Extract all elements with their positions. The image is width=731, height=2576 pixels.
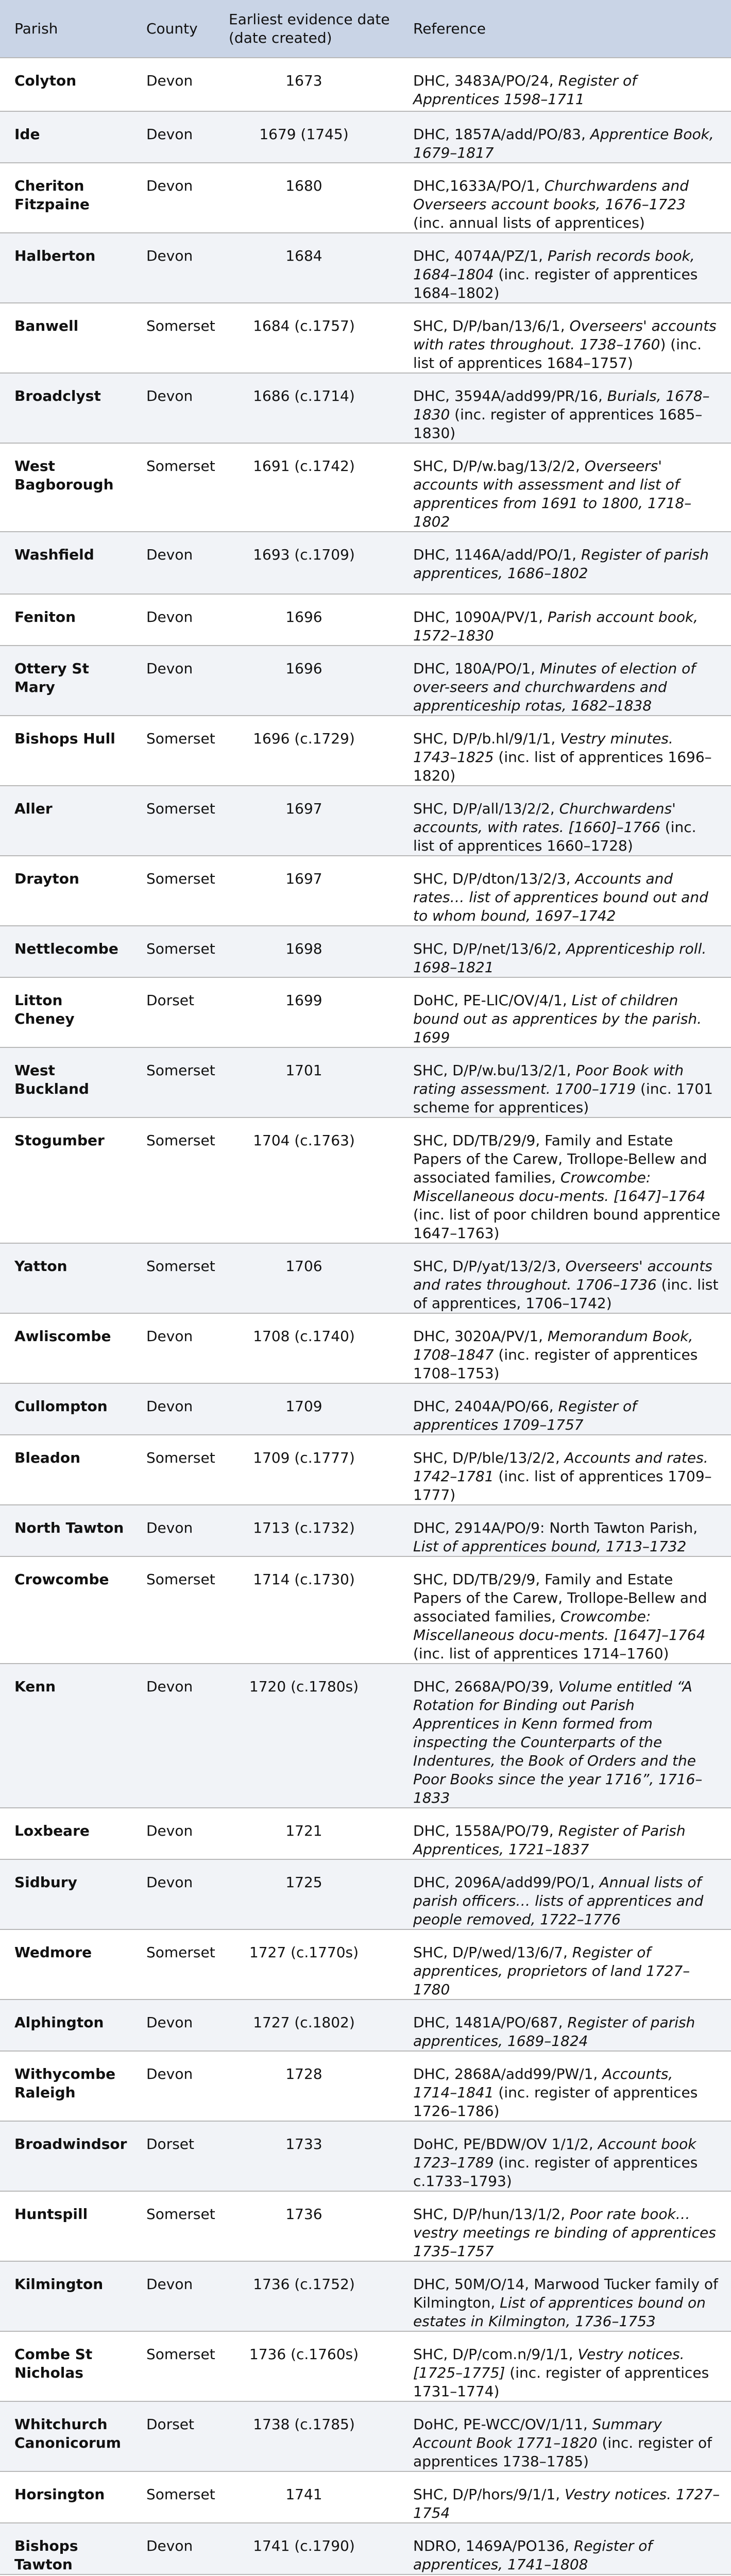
reference-title: List of children bound out as apprentices by the parish. 1699 [413, 992, 702, 1046]
table-row [0, 1664, 731, 1808]
parish-cell: Awliscombe [0, 1313, 132, 1383]
table-row [0, 1313, 731, 1383]
date-cell: 1727 (c.1802) [214, 1999, 399, 2051]
table-row [0, 373, 731, 443]
reference-text: (inc. list of apprentices 1714–1760) [413, 1645, 669, 1662]
reference-text: DoHC, PE-LIC/OV/4/1, [413, 992, 572, 1009]
parish-cell: Bishops Hull [0, 716, 132, 786]
table-row [0, 2471, 731, 2523]
reference-text: SHC, DD/TB/29/9, Family and Estate Papers of the Carew, Trollope-Bellew and associated families, [413, 1132, 707, 1186]
reference-title: Crowcombe: Miscellaneous docu-ments. [1647]–1764 [413, 1608, 706, 1643]
parish-cell: Broadwindsor [0, 2121, 132, 2191]
county-cell: Devon [132, 373, 214, 443]
county-cell: Devon [132, 58, 214, 111]
reference-text: (inc. register of apprentices 1708–1753) [413, 1346, 698, 1382]
county-cell: Somerset [132, 1929, 214, 1999]
county-cell: Somerset [132, 2331, 214, 2401]
reference-text: DHC, 3483A/PO/24, [413, 72, 558, 89]
table-row [0, 303, 731, 373]
header-date: Earliest evidence date (date created) [229, 10, 390, 46]
date-cell: 1696 [214, 646, 399, 716]
county-cell: Devon [132, 2051, 214, 2121]
parish-cell: North Tawton [0, 1505, 132, 1556]
date-cell: 1709 (c.1777) [214, 1435, 399, 1505]
county-cell: Somerset [132, 2471, 214, 2523]
date-cell: 1720 (c.1780s) [214, 1664, 399, 1808]
reference-cell [399, 58, 731, 111]
table-row [0, 1243, 731, 1313]
reference-cell [399, 1435, 731, 1505]
header-parish: Parish [14, 20, 58, 37]
reference-title: Poor rate book… vestry meetings re binding of apprentices 1735–1757 [413, 2206, 716, 2260]
reference-cell [399, 303, 731, 373]
reference-cell [399, 1859, 731, 1929]
table-row [0, 1117, 731, 1243]
reference-title: Accounts and rates… list of apprentices bound out and to whom bound, 1697–1742 [413, 870, 708, 924]
county-cell: Somerset [132, 1117, 214, 1243]
reference-cell [399, 1999, 731, 2051]
header-row [0, 0, 731, 58]
reference-text: SHC, D/P/b.hl/9/1/1, [413, 730, 560, 747]
reference-text: DHC, 2404A/PO/66, [413, 1398, 558, 1415]
reference-cell [399, 373, 731, 443]
reference-cell [399, 594, 731, 646]
reference-title: Summary Account Book 1771–1820 [413, 2416, 662, 2451]
date-cell: 1741 (c.1790) [214, 2523, 399, 2574]
reference-title: Vestry notices. [1725–1775] [413, 2346, 685, 2381]
county-cell: Somerset [132, 1047, 214, 1117]
parish-cell [0, 2574, 132, 2576]
date-cell: 1697 [214, 786, 399, 856]
parish-cell: Ottery St Mary [0, 646, 132, 716]
county-cell: Devon [132, 1383, 214, 1435]
reference-cell [399, 1243, 731, 1313]
reference-cell [399, 1505, 731, 1556]
parish-cell: Withycombe Raleigh [0, 2051, 132, 2121]
reference-text: (inc. register of apprentices 1731–1774) [413, 2364, 709, 2400]
reference-text: (inc. register of apprentices c.1733–1793) [413, 2154, 698, 2190]
date-cell: 1714 (c.1730) [214, 1556, 399, 1664]
parish-cell: Halberton [0, 233, 132, 303]
date-cell: 1696 [214, 594, 399, 646]
reference-text: SHC, D/P/wed/13/6/7, [413, 1944, 572, 1961]
reference-text: DHC, 4074A/PZ/1, [413, 247, 548, 264]
reference-cell [399, 2331, 731, 2401]
county-cell: Somerset [132, 716, 214, 786]
reference-text: (inc. register of apprentices 1726–1786) [413, 2084, 698, 2120]
reference-title: Register of apprentices 1709–1757 [413, 1398, 637, 1433]
date-cell: 1713 (c.1732) [214, 1505, 399, 1556]
reference-cell [399, 1117, 731, 1243]
table-row [0, 111, 731, 163]
reference-text: DHC, 3020A/PV/1, [413, 1328, 548, 1345]
parish-cell: Broadclyst [0, 373, 132, 443]
parish-cell: Feniton [0, 594, 132, 646]
reference-text: DHC, 180A/PO/1, [413, 660, 540, 677]
header-reference: Reference [413, 20, 486, 37]
reference-title: Vestry notices. 1727–1754 [413, 2486, 720, 2521]
table-row [0, 1556, 731, 1664]
county-cell: Somerset [132, 303, 214, 373]
reference-text: DHC, 2668A/PO/39, [413, 1678, 558, 1695]
table-row [0, 646, 731, 716]
parish-cell: Loxbeare [0, 1808, 132, 1859]
date-cell: 1696 (c.1729) [214, 716, 399, 786]
county-cell: Dorset [132, 977, 214, 1047]
date-cell: 1736 [214, 2191, 399, 2261]
reference-text: DHC, 50M/O/14, Marwood Tucker family of Kilmington, [413, 2276, 718, 2311]
parish-cell: Banwell [0, 303, 132, 373]
date-cell: 1721 [214, 1808, 399, 1859]
reference-title: Register of parish apprentices, 1686–1802 [413, 546, 709, 582]
table-body [0, 58, 731, 2576]
reference-text: SHC, D/P/all/13/2/2, [413, 800, 559, 817]
reference-text: DHC, 1481A/PO/687, [413, 2014, 568, 2031]
reference-title: Churchwardens' accounts, with rates. [1660]–1766 [413, 800, 676, 836]
reference-text: SHC, D/P/dton/13/2/3, [413, 870, 575, 887]
table-row [0, 1435, 731, 1505]
reference-text: DHC, 1146A/add/PO/1, [413, 546, 581, 563]
parish-cell: Cullompton [0, 1383, 132, 1435]
reference-text: (inc. register of apprentices 1684–1802) [413, 266, 698, 301]
parish-cell: Nettlecombe [0, 926, 132, 977]
reference-text: DHC, 2096A/add99/PO/1, [413, 1874, 600, 1891]
county-cell: Dorset [132, 2121, 214, 2191]
reference-text: DHC, 3594A/add99/PR/16, [413, 387, 607, 404]
date-cell: 1684 (c.1757) [214, 303, 399, 373]
county-cell: Devon [132, 1664, 214, 1808]
reference-title: Overseers' accounts with assessment and list of apprentices from 1691 to 1800, 1718–1802 [413, 457, 692, 530]
reference-title: Register of apprentices, 1741–1808 [413, 2537, 653, 2573]
reference-text: DHC,1633A/PO/1, [413, 177, 545, 194]
date-cell: 1738 (c.1785) [214, 2401, 399, 2471]
county-cell: Somerset [132, 1556, 214, 1664]
table-row [0, 1859, 731, 1929]
reference-text: SHC, D/P/ble/13/2/2, [413, 1449, 565, 1466]
parish-cell: Wedmore [0, 1929, 132, 1999]
reference-text: (inc. register of apprentices 1738–1785) [413, 2434, 712, 2470]
reference-text: (inc. list of apprentices, 1706–1742) [413, 1276, 719, 1312]
reference-title: Accounts, 1714–1841 [413, 2065, 673, 2101]
parish-cell: Washfield [0, 532, 132, 594]
reference-title: Apprentice Book, 1679–1817 [413, 126, 714, 161]
reference-text: (inc. annual lists of apprentices) [413, 214, 645, 231]
parish-cell: Drayton [0, 856, 132, 926]
date-cell: 1691 (c.1742) [214, 443, 399, 532]
parish-cell: Bishops Tawton [0, 2523, 132, 2574]
parish-cell: Aller [0, 786, 132, 856]
date-cell: 1680 [214, 163, 399, 233]
parish-cell: Huntspill [0, 2191, 132, 2261]
date-cell: 1733 [214, 2121, 399, 2191]
county-cell [132, 2574, 214, 2576]
date-cell: 1697 [214, 856, 399, 926]
county-cell: Devon [132, 594, 214, 646]
date-cell: 1728 [214, 2051, 399, 2121]
reference-text: DHC, 1857A/add/PO/83, [413, 126, 590, 143]
table-row [0, 532, 731, 594]
reference-text: SHC, D/P/com.n/9/1/1, [413, 2346, 578, 2363]
county-cell: Somerset [132, 443, 214, 532]
date-cell: 1684 [214, 233, 399, 303]
date-cell: 1698 [214, 926, 399, 977]
reference-title: List of apprentices bound, 1713–1732 [413, 1538, 687, 1555]
date-cell: 1673 [214, 58, 399, 111]
table-row [0, 926, 731, 977]
reference-title: Parish account book, 1572–1830 [413, 608, 699, 644]
reference-title: Churchwardens and Overseers account books, 1676–1723 [413, 177, 689, 213]
reference-cell [399, 1047, 731, 1117]
reference-cell [399, 1808, 731, 1859]
reference-text: (inc. list of apprentices 1696–1820) [413, 749, 712, 784]
header-county: County [146, 20, 198, 37]
date-cell: 1704 (c.1763) [214, 1117, 399, 1243]
reference-cell [399, 163, 731, 233]
reference-cell [399, 1664, 731, 1808]
parish-cell: Sidbury [0, 1859, 132, 1929]
reference-text: SHC, D/P/hun/13/1/2, [413, 2206, 570, 2223]
table-row [0, 1999, 731, 2051]
reference-cell [399, 532, 731, 594]
county-cell: Somerset [132, 926, 214, 977]
reference-title: Account book 1723–1789 [413, 2136, 696, 2171]
table-row [0, 2121, 731, 2191]
table-row [0, 2051, 731, 2121]
reference-title: Poor Book with rating assessment. 1700–1719 [413, 1062, 684, 1097]
date-cell [214, 2574, 399, 2576]
date-cell: 1709 [214, 1383, 399, 1435]
table-row [0, 716, 731, 786]
county-cell: Devon [132, 111, 214, 163]
reference-cell [399, 2261, 731, 2331]
table-row [0, 2574, 731, 2576]
table-row [0, 163, 731, 233]
county-cell: Devon [132, 1859, 214, 1929]
reference-title: Burials, 1678–1830 [413, 387, 710, 423]
reference-title: Accounts and rates. 1742–1781 [413, 1449, 708, 1485]
parish-cell: Ide [0, 111, 132, 163]
table-row [0, 2401, 731, 2471]
table-row [0, 2331, 731, 2401]
parish-cell: Whitchurch Canonicorum [0, 2401, 132, 2471]
parish-cell: Litton Cheney [0, 977, 132, 1047]
table-row [0, 2191, 731, 2261]
parish-cell: Horsington [0, 2471, 132, 2523]
reference-title: Register of parish apprentices, 1689–1824 [413, 2014, 695, 2049]
county-cell: Devon [132, 1505, 214, 1556]
reference-text: DHC, 2914A/PO/9: North Tawton Parish, [413, 1519, 698, 1536]
county-cell: Somerset [132, 1435, 214, 1505]
reference-cell [399, 111, 731, 163]
reference-text: (inc. list of poor children bound apprentice 1647–1763) [413, 1206, 721, 1242]
date-cell: 1686 (c.1714) [214, 373, 399, 443]
reference-title: Memorandum Book, 1708–1847 [413, 1328, 693, 1363]
table-row [0, 786, 731, 856]
reference-title: Minutes of election of over-seers and churchwardens and apprenticeship rotas, 1682–1838 [413, 660, 696, 714]
county-cell: Devon [132, 2523, 214, 2574]
date-cell: 1736 (c.1760s) [214, 2331, 399, 2401]
reference-cell [399, 1929, 731, 1999]
parish-cell: Yatton [0, 1243, 132, 1313]
date-cell: 1727 (c.1770s) [214, 1929, 399, 1999]
county-cell: Devon [132, 1313, 214, 1383]
date-cell: 1741 [214, 2471, 399, 2523]
reference-text: SHC, D/P/w.bu/13/2/1, [413, 1062, 576, 1079]
reference-cell [399, 443, 731, 532]
reference-cell [399, 2523, 731, 2574]
table-row [0, 443, 731, 532]
reference-cell [399, 977, 731, 1047]
county-cell: Devon [132, 1999, 214, 2051]
date-cell: 1693 (c.1709) [214, 532, 399, 594]
county-cell: Devon [132, 1808, 214, 1859]
parish-cell: West Bagborough [0, 443, 132, 532]
parish-cell: West Buckland [0, 1047, 132, 1117]
reference-text: DoHC, PE-WCC/OV/1/11, [413, 2416, 592, 2433]
reference-cell [399, 2401, 731, 2471]
parish-cell: Kenn [0, 1664, 132, 1808]
reference-title: Volume entitled “A Rotation for Binding out Parish Apprentices in Kenn formed from inspecting the Counterparts of the Indentures, the Book of Orders and the Poor Books since the year 1716”, 1716–1833 [413, 1678, 703, 1806]
table-row [0, 2261, 731, 2331]
reference-text: SHC, D/P/ban/13/6/1, [413, 317, 570, 334]
reference-cell [399, 646, 731, 716]
county-cell: Somerset [132, 786, 214, 856]
reference-text: ) (inc. list of apprentices 1684–1757) [413, 336, 702, 371]
reference-text: (inc. list of apprentices 1660–1728) [413, 819, 696, 854]
table-row [0, 856, 731, 926]
reference-text: DHC, 1558A/PO/79, [413, 1822, 558, 1839]
parish-cell: Colyton [0, 58, 132, 111]
table-row [0, 1929, 731, 1999]
reference-title: Register of Parish Apprentices, 1721–1837 [413, 1822, 686, 1858]
reference-cell [399, 2574, 731, 2576]
reference-cell [399, 2121, 731, 2191]
parish-cell: Stogumber [0, 1117, 132, 1243]
table-row [0, 977, 731, 1047]
date-cell: 1701 [214, 1047, 399, 1117]
reference-text: SHC, D/P/net/13/6/2, [413, 940, 566, 957]
reference-title: Overseers' accounts with rates throughout. 1738–1760 [413, 317, 717, 353]
reference-text: (inc. list of apprentices 1709–1777) [413, 1468, 712, 1503]
county-cell: Devon [132, 532, 214, 594]
table-row [0, 233, 731, 303]
reference-cell [399, 856, 731, 926]
reference-text: SHC, D/P/yat/13/2/3, [413, 1258, 566, 1275]
reference-cell [399, 926, 731, 977]
county-cell: Devon [132, 2261, 214, 2331]
reference-text: SHC, DD/TB/29/9, Family and Estate Papers of the Carew, Trollope-Bellew and associated families, [413, 1571, 707, 1625]
parish-cell: Alphington [0, 1999, 132, 2051]
parish-cell: Combe St Nicholas [0, 2331, 132, 2401]
table-row [0, 594, 731, 646]
reference-text: DHC, 2868A/add99/PW/1, [413, 2065, 603, 2082]
parish-cell: Bleadon [0, 1435, 132, 1505]
table-header [0, 0, 731, 58]
date-cell: 1706 [214, 1243, 399, 1313]
date-cell: 1736 (c.1752) [214, 2261, 399, 2331]
table-row [0, 1383, 731, 1435]
parish-cell: Kilmington [0, 2261, 132, 2331]
reference-cell [399, 1313, 731, 1383]
reference-title: Overseers' accounts and rates throughout. 1706–1736 [413, 1258, 712, 1293]
table-row [0, 1047, 731, 1117]
reference-title: List of apprentices bound on estates in Kilmington, 1736–1753 [413, 2294, 706, 2330]
county-cell: Somerset [132, 856, 214, 926]
county-cell: Devon [132, 646, 214, 716]
table-row [0, 58, 731, 111]
reference-cell [399, 2191, 731, 2261]
reference-title: Parish records book, 1684–1804 [413, 247, 695, 283]
reference-text: SHC, D/P/hors/9/1/1, [413, 2486, 565, 2503]
date-cell: 1699 [214, 977, 399, 1047]
table-row [0, 1505, 731, 1556]
reference-cell [399, 716, 731, 786]
county-cell: Somerset [132, 1243, 214, 1313]
table-row [0, 2523, 731, 2574]
date-cell: 1725 [214, 1859, 399, 1929]
reference-text: SHC, D/P/w.bag/13/2/2, [413, 457, 585, 474]
reference-cell [399, 233, 731, 303]
date-cell: 1708 (c.1740) [214, 1313, 399, 1383]
parish-cell: Crowcombe [0, 1556, 132, 1664]
reference-cell [399, 2471, 731, 2523]
date-cell: 1679 (1745) [214, 111, 399, 163]
reference-cell [399, 1383, 731, 1435]
reference-cell [399, 2051, 731, 2121]
reference-title: Apprenticeship roll. 1698–1821 [413, 940, 707, 976]
parish-cell: Cheriton Fitzpaine [0, 163, 132, 233]
county-cell: Devon [132, 233, 214, 303]
reference-title: Register of Apprentices 1598–1711 [413, 72, 637, 108]
reference-cell [399, 786, 731, 856]
reference-text: (inc. 1701 scheme for apprentices) [413, 1080, 713, 1116]
county-cell: Dorset [132, 2401, 214, 2471]
reference-title: Annual lists of parish officers… lists of apprentices and people removed, 1722–1776 [413, 1874, 704, 1928]
reference-text: (inc. register of apprentices 1685–1830) [413, 406, 703, 442]
reference-title: Register of apprentices, proprietors of land 1727–1780 [413, 1944, 690, 1998]
county-cell: Somerset [132, 2191, 214, 2261]
reference-text: DHC, 1090A/PV/1, [413, 608, 548, 625]
reference-title: Vestry minutes. 1743–1825 [413, 730, 673, 766]
reference-text: DoHC, PE/BDW/OV 1/1/2, [413, 2136, 598, 2153]
reference-title: Crowcombe: Miscellaneous docu-ments. [1647]–1764 [413, 1169, 706, 1205]
table-row [0, 1808, 731, 1859]
county-cell: Devon [132, 163, 214, 233]
reference-cell [399, 1556, 731, 1664]
reference-text: NDRO, 1469A/PO136, [413, 2537, 574, 2554]
